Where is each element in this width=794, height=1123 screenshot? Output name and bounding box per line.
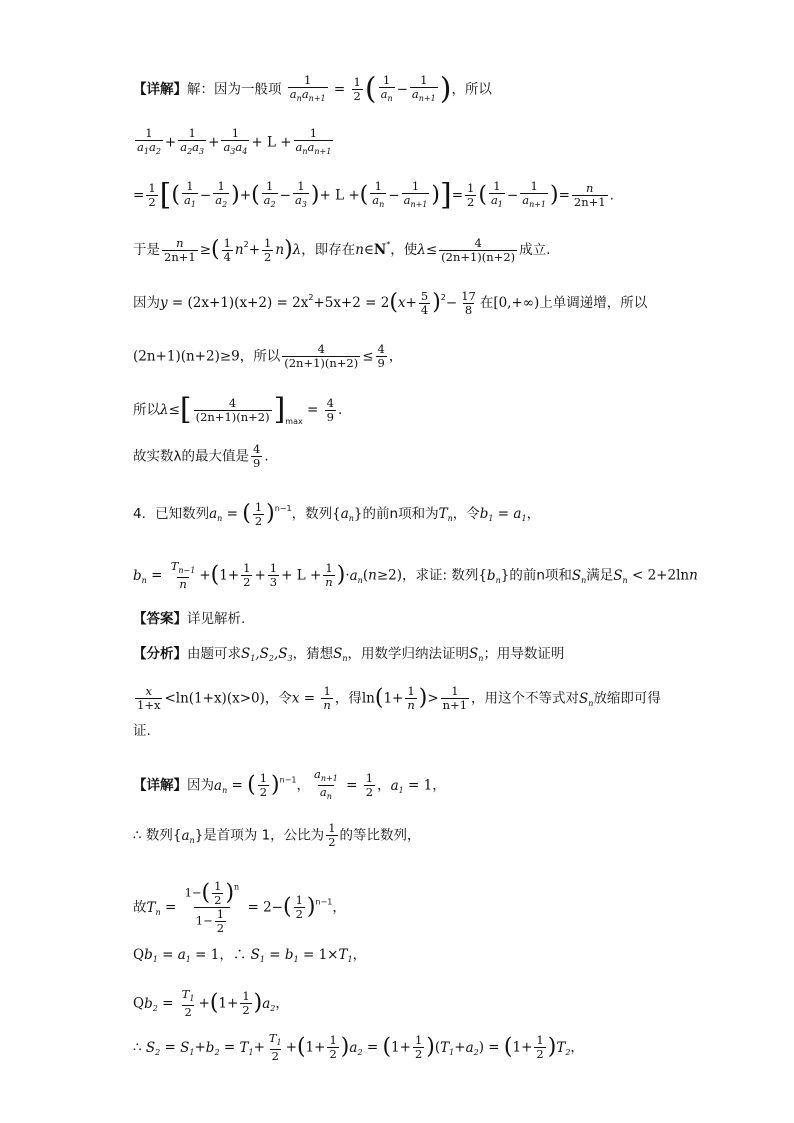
fraction: $\frac{4}{(2n+1)(n+2)}$ (441, 235, 516, 264)
problem-4-line-1: 4．已知数列$a_n$ = ( $\frac{1}{2}$ )$^{n-1}$，数列$\{a_n\}$的前n项和为$T_n$，令$b_1 = a_1$， (133, 499, 541, 528)
telescoping-line: = $\frac{1}{2}$ [( $\frac{1}{a_1}$ − $\frac{1}{a_2}$ )+( $\frac{1}{a_2}$ − $\frac{1}{a_3}$ )+ L +( $\frac{1}{a_n}$ − $\frac{1}{a_{n+1}}$ )]= $\frac{1}{2}$ ( $\frac{1}{a_1}$ − $\frac{1}{a_{n+1}}$ )= $\frac{n}{2n+1}$ . (133, 177, 614, 213)
text-segment: ，所以 (451, 81, 492, 98)
fraction: $\frac{1}{2}$ (295, 893, 303, 921)
fraction: $\frac{1}{a_na_{n+1}}$ (295, 126, 332, 156)
fraction: $\frac{1}{2}$ (353, 75, 361, 103)
monotone-line: 因为$y = (2x+1)(x+2) = 2x^2+5x+2 = 2(x+$ $\frac{5}{4}$ )$^2$− $\frac{17}{8}$ 在[0,+∞)上单调递增，所以 (133, 288, 648, 317)
detail-2-line-3: 故$T_n$ = 1−( $\frac{1}{2}$ )$^n$ 1− $\frac{1}{2}$ = 2−( $\frac{1}{2}$ )$^{n-1}$， (133, 879, 346, 935)
q-symbol: Q (133, 947, 145, 963)
fraction: $\frac{1}{2}$ (365, 771, 374, 799)
fraction: $\frac{17}{8}$ (461, 288, 476, 317)
text-segment: ， (526, 506, 541, 522)
text-segment: ，得 (334, 690, 362, 707)
fraction: $\frac{1}{a_1}$ (183, 179, 196, 209)
text-segment: 证. (133, 723, 151, 739)
text-segment: 故实数λ的最大值是 (133, 448, 249, 465)
text-segment: ；用导数证明 (483, 646, 565, 662)
max-line: 所以λ≤[ $\frac{4}{(2n+1)(n+2)}$ ]$_{max}$ = $\frac{4}{9}$ . (133, 392, 343, 427)
fraction: $\frac{1}{2}$ (214, 879, 222, 907)
therefore-symbol: ∴ (133, 1039, 142, 1056)
fraction: $\frac{1}{a_na_{n+1}}$ (289, 73, 326, 103)
fraction: $\frac{4}{9}$ (253, 442, 261, 470)
fraction: $\frac{1}{a_n}$ (372, 179, 385, 209)
fraction: $\frac{1}{a_{n+1}}$ (411, 73, 436, 103)
text-segment: ，即存在 (301, 242, 356, 258)
text-segment: 故 (133, 899, 147, 916)
analysis-line-1: 【分析】由题可求$S_1,S_2,S_3$，猜想$S_n$，用数学归纳法证明$S_n$；用导数证明 (133, 646, 565, 663)
fraction: $\frac{1}{a_n}$ (380, 73, 393, 103)
fraction: $\frac{4}{(2n+1)(n+2)}$ (195, 395, 270, 424)
fraction: $\frac{5}{4}$ (420, 288, 429, 317)
conclusion-line (133, 443, 269, 470)
text-segment: 由题可求 (187, 646, 241, 662)
text-segment: ，猜想 (292, 646, 334, 662)
fraction: $\frac{1}{2}$ (264, 235, 272, 264)
fraction: $\frac{T_{n-1}}{n}$ (170, 559, 196, 591)
analysis-line-3 (133, 722, 151, 740)
detail-2-line-6: ∴ $S_2 = S_1+b_2 = T_1+$ $\frac{T_1}{2}$ +(1+ $\frac{1}{2}$ )$a_2 = (1+$ $\frac{1}{2}$ )$(T_1+a_2) = (1+$ $\frac{1}{2}$ )$T_2$， (133, 1031, 584, 1063)
detail-2-line-2: ∴ 数列$\{a_n\}$是首项为 1，公比为 $\frac{1}{2}$ 的等比数列， (133, 821, 421, 849)
fraction: $\frac{n}{2n+1}$ (573, 181, 606, 209)
fraction: $\frac{1}{2}$ (148, 181, 156, 209)
text-segment: 的等比数列， (339, 827, 421, 844)
fraction: $\frac{x}{1+x}$ (137, 684, 161, 712)
fraction: $\frac{T_1}{2}$ (268, 1031, 282, 1063)
fraction: $\frac{1}{a_2}$ (215, 179, 228, 209)
fraction: $\frac{1}{2}$ (414, 1033, 423, 1061)
text-segment: 因为 (133, 295, 160, 311)
text-segment: 满足 (586, 567, 614, 584)
fraction: $\frac{1}{a_2}$ (263, 179, 276, 209)
sum-line: $\frac{1}{a_1a_2}$ + $\frac{1}{a_2a_3}$ + $\frac{1}{a_3a_4}$ + L + $\frac{1}{a_na_{n+1}}$ (137, 126, 332, 156)
text-segment: 所以 (133, 402, 160, 418)
text-segment: ，求证: 数列 (401, 567, 479, 584)
fraction: $\frac{1}{a_{n+1}}$ (403, 179, 428, 209)
fraction: $\frac{1}{3}$ (269, 561, 278, 589)
fraction: $\frac{1}{2}$ (329, 1033, 337, 1061)
text-segment: ，使 (390, 242, 418, 258)
text-segment: ， (388, 348, 403, 365)
fraction: $\frac{1}{a_1a_2}$ (137, 126, 161, 156)
detail-label: 【详解】 (133, 81, 187, 98)
fraction: $\frac{1}{2}$ (242, 989, 250, 1017)
detail-2-line-1: 【详解】因为$a_n$ = ( $\frac{1}{2}$ )$^{n-1}$， $\frac{a_{n+1}}{a_n}$ = $\frac{1}{2}$ ，$a_1 = 1$， (133, 767, 446, 801)
text-segment: . (337, 402, 343, 418)
answer-line (133, 610, 245, 628)
fraction: $\frac{4}{9}$ (326, 395, 334, 424)
problem-4-line-2: $b_n$ = $\frac{T_{n-1}}{n}$ +(1+ $\frac{1}{2}$ + $\frac{1}{3}$ + L + $\frac{1}{n}$ )$\cdot a_n(n\ge 2)$，求证: 数列$\{b_n\}$的前n项和$S_n$满足$S_n < 2+2\ln n$ (133, 559, 698, 591)
fraction: $\frac{1}{2}$ (254, 499, 263, 528)
text-segment: 的前n项和 (509, 567, 572, 584)
fraction: $\frac{1}{a_1}$ (490, 179, 503, 209)
text-segment: 因为 (187, 777, 214, 794)
detail-2-line-4: $Qb_1 = a_1 = 1$，∴ $S_1 = b_1 = 1\times T_1$， (133, 947, 367, 964)
text-segment: 于是 (133, 242, 160, 258)
fraction: $\frac{1}{4}$ (223, 235, 231, 264)
bound-line: (2n+1)(n+2)≥9，所以 $\frac{4}{(2n+1)(n+2)}$ ≤ $\frac{4}{9}$ ， (133, 342, 403, 370)
text-segment: 在 (479, 295, 494, 311)
text-segment: 解：因为一般项 (187, 81, 282, 98)
fraction: $\frac{1}{a_2a_3}$ (180, 126, 205, 156)
detail-label: 【详解】 (133, 777, 187, 794)
text-segment: 放缩即可得 (593, 690, 661, 707)
fraction: $\frac{n}{2n+1}$ (164, 235, 196, 264)
text-segment: ，用这个不等式对 (471, 690, 580, 707)
text-segment: 上单调递增，所以 (539, 295, 648, 311)
text-segment: 的前n项和为 (362, 506, 439, 522)
text-segment: 是首项为 1，公比为 (203, 827, 325, 844)
inequality-line: 于是 $\frac{n}{2n+1}$ ≥( $\frac{1}{4}$ $n^2+$ $\frac{1}{2}$ n)λ，即存在n∈N*，使λ≤ $\frac{4}{(2n+1)(n+2)}$ 成立. (133, 235, 551, 264)
detail-line-1: 【详解】解：因为一般项 $\frac{1}{a_na_{n+1}}$ = $\frac{1}{2}$ ( $\frac{1}{a_n}$ − $\frac{1}{a_{n+1}}$ )，所以 (133, 71, 492, 107)
fraction: $\frac{1}{a_3}$ (294, 179, 307, 209)
fraction: $\frac{a_{n+1}}{a_n}$ (314, 767, 338, 801)
fraction: $\frac{1}{2}$ (467, 181, 475, 209)
problem-number: 4．已知数列 (133, 506, 210, 522)
answer-label: 【答案】 (133, 611, 187, 627)
analysis-line-2: $\frac{x}{1+x}$ <ln(1+x)(x>0)，令x = $\frac{1}{n}$ ，得ln(1+ $\frac{1}{n}$ )> $\frac{1}{n+1}$ ，用这个不等式对$S_n$放缩即可得 (137, 684, 661, 712)
analysis-label: 【分析】 (133, 646, 187, 662)
fraction: $\frac{1}{n}$ (323, 684, 331, 712)
fraction: $\frac{4}{(2n+1)(n+2)}$ (284, 342, 359, 370)
text-segment: ∴ 数列 (133, 827, 173, 844)
fraction: $\frac{1}{n}$ (407, 684, 415, 712)
fraction: $\frac{1}{a_3a_4}$ (223, 126, 248, 156)
text-segment: ，所以 (239, 348, 281, 365)
fraction: 1−( $\frac{1}{2}$ )$^n$ 1− $\frac{1}{2}$ (184, 879, 240, 935)
fraction: $\frac{1}{n}$ (325, 561, 333, 589)
detail-2-line-5: $Qb_2$ = $\frac{T_1}{2}$ +(1+ $\frac{1}{2}$ )$a_2$， (133, 987, 289, 1019)
fraction: $\frac{1}{a_{n+1}}$ (522, 179, 547, 209)
text-segment: . (264, 448, 269, 465)
text-segment: ，令 (264, 690, 292, 707)
fraction: $\frac{1}{2}$ (328, 821, 336, 849)
fraction: $\frac{1}{n+1}$ (442, 684, 468, 712)
fraction: $\frac{1}{2}$ (216, 907, 225, 935)
answer-text: 详见解析. (187, 611, 246, 627)
text-segment: ，令 (452, 506, 480, 522)
fraction: $\frac{1}{2}$ (243, 561, 251, 589)
text-segment: ，用数学归纳法证明 (347, 646, 470, 662)
fraction: $\frac{4}{9}$ (377, 342, 385, 370)
fraction: $\frac{1}{2}$ (259, 771, 268, 799)
fraction: $\frac{T_1}{2}$ (181, 987, 195, 1019)
q-symbol: Q (133, 995, 145, 1012)
text-segment: ，数列 (291, 506, 333, 522)
text-segment: 成立. (519, 242, 551, 258)
text-segment: . (609, 187, 614, 204)
fraction: $\frac{1}{2}$ (536, 1033, 544, 1061)
